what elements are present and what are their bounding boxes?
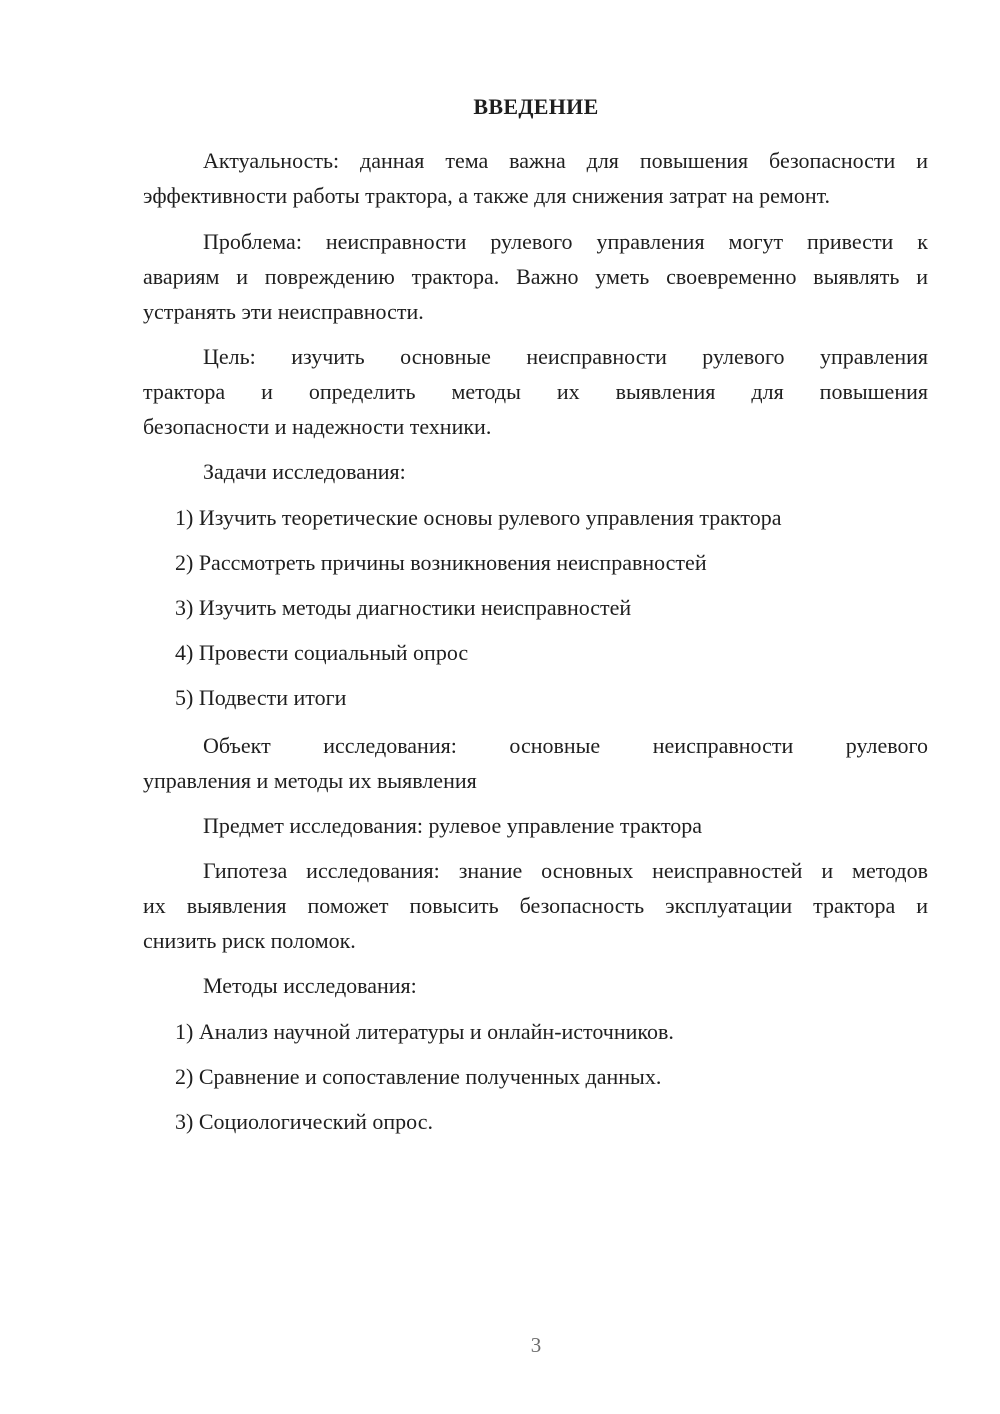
list-item: 2) Сравнение и сопоставление полученных данных. bbox=[175, 1064, 662, 1089]
goal-line: безопасности и надежности техники. bbox=[143, 414, 492, 439]
methods-list bbox=[143, 1014, 928, 1049]
subject-paragraph bbox=[143, 808, 928, 843]
relevance-line: эффективности работы трактора, а также для снижения затрат на ремонт. bbox=[143, 183, 831, 208]
list-item: 3) Социологический опрос. bbox=[175, 1109, 433, 1134]
object-line: управления и методы их выявления bbox=[143, 768, 477, 793]
tasks-list bbox=[143, 545, 928, 580]
tasks-list bbox=[143, 635, 928, 670]
methods-section bbox=[143, 968, 928, 1003]
goal-line: Цель: изучить основные неисправности рулевого управления bbox=[203, 344, 928, 369]
tasks-heading: Задачи исследования: bbox=[203, 459, 406, 484]
problem-line: авариям и повреждению трактора. Важно уметь своевременно выявлять и bbox=[143, 264, 928, 289]
goal-line: трактора и определить методы их выявления для повышения bbox=[143, 379, 928, 404]
methods-heading: Методы исследования: bbox=[203, 973, 417, 998]
object-line: Объект исследования: основные неисправности рулевого bbox=[203, 733, 928, 758]
hypothesis-line: Гипотеза исследования: знание основных неисправностей и методов bbox=[203, 858, 928, 883]
problem-line: Проблема: неисправности рулевого управления могут привести к bbox=[203, 229, 928, 254]
list-item: 5) Подвести итоги bbox=[175, 685, 347, 710]
methods-list bbox=[143, 1104, 928, 1139]
methods-list bbox=[143, 1059, 928, 1094]
tasks-list bbox=[143, 500, 928, 535]
hypothesis-line: снизить риск поломок. bbox=[143, 928, 356, 953]
object-paragraph bbox=[143, 728, 928, 798]
problem-line: устранять эти неисправности. bbox=[143, 299, 424, 324]
subject-text: Предмет исследования: рулевое управление трактора bbox=[203, 813, 703, 838]
goal-paragraph bbox=[143, 339, 928, 444]
tasks-list bbox=[143, 590, 928, 625]
problem-paragraph bbox=[143, 224, 928, 329]
relevance-line: Актуальность: данная тема важна для повышения безопасности и bbox=[203, 148, 928, 173]
hypothesis-paragraph bbox=[143, 853, 928, 958]
page-title: ВВЕДЕНИЕ bbox=[473, 94, 599, 119]
list-item: 2) Рассмотреть причины возникновения неисправностей bbox=[175, 550, 707, 575]
list-item: 1) Анализ научной литературы и онлайн-источников. bbox=[175, 1019, 674, 1044]
hypothesis-line: их выявления поможет повысить безопасность эксплуатации трактора и bbox=[143, 893, 928, 918]
list-item: 4) Провести социальный опрос bbox=[175, 640, 469, 665]
tasks-section bbox=[143, 454, 928, 489]
list-item: 3) Изучить методы диагностики неисправностей bbox=[175, 595, 632, 620]
tasks-list bbox=[143, 680, 928, 715]
page-number: 3 bbox=[530, 1333, 542, 1357]
relevance-paragraph bbox=[143, 143, 928, 213]
list-item: 1) Изучить теоретические основы рулевого управления трактора bbox=[175, 505, 782, 530]
